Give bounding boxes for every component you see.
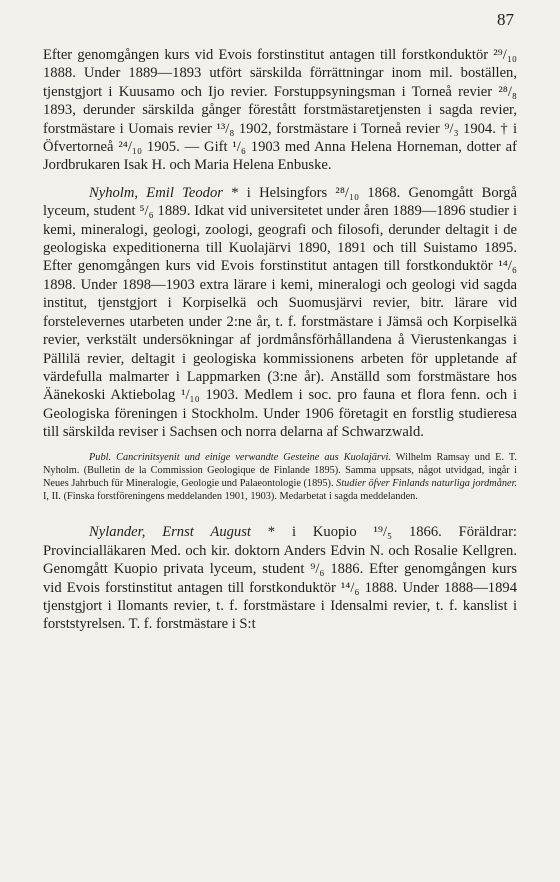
entry-nyholm (43, 184, 517, 442)
publication-details: Wilhelm Ramsay und E. T. Nyholm. (Bulletin de la Commission Geologique de Finlande 1895). Samma uppsats, något utvidgad, ingår i Neues Jahrbuch für Mineralogie, Geologie und Palaeontologie (1895). (43, 451, 518, 489)
publications-label: Publ. (89, 451, 112, 463)
entry-nylander (43, 523, 517, 633)
entry-name: Nyholm, Emil Teodor (89, 184, 223, 201)
publication-title: Studier öfver Finlands naturliga jordmåner. (336, 477, 518, 489)
publications-nyholm (43, 451, 517, 504)
entry-continuation: Efter genomgången kurs vid Evois forstinstitut antagen till forstkonduktör ²⁹/₁₀ 1888. Under 1889—1893 utfört särskilda förrättningar inom mil. boställen, tjenstgjort i Kuusamo och Ijo revier. Forstuppsyningsman i Torneå revier ²⁸/₈ 1893, derunder särskilda gånger förestått forstmästaretjensten i sagda revier, forstmästare i Uomais revier ¹³/₈ 1902, forstmästare i Torneå revier ⁹/₃ 1904. † i Öfvertorneå ²⁴/₁₀ 1905. — Gift ¹/₆ 1903 med Anna Helena Horneman, dotter af Jordbrukaren Isak H. och Maria Helena Enbuske. (43, 47, 517, 174)
page-body (43, 46, 517, 634)
entry-body: * i Kuopio ¹⁹/₅ 1866. Föräldrar: Provincialläkaren Med. och kir. doktorn Anders Edvin N. och Rosalie Kellgren. Genomgått Kuopio privata lyceum, student ⁹/₆ 1886. Efter genomgången kurs vid Evois forstinstitut antagen till forstkonduktör ¹⁴/₆ 1888. Under 1888—1894 tjenstgjort i Ilomants revier, t. f. forstmästare i Idensalmi revier, t. f. kanslist i forststyrelsen. T. f. forstmästare i S:t (43, 524, 517, 633)
publication-details: I, II. (Finska forstföreningens meddelanden 1901, 1903). Medarbetat i sagda meddelanden. (43, 491, 418, 503)
page-number: 87 (497, 10, 514, 29)
entry-name: Nylander, Ernst August (89, 524, 251, 541)
publication-title: Cancrinitsyenit und einige verwandte Gesteine aus Kuolajärvi. (116, 451, 391, 463)
entry-body: * i Helsingfors ²⁸/₁₀ 1868. Genomgått Borgå lyceum, student ⁵/₆ 1889. Idkat vid universitetet under åren 1889—1896 studier i kemi, mineralogi, geologi, zoologi, geografi och filosofi, derunder deltagit i de geologiska expeditionerna till Kuolajärvi 1890, 1891 och till Suistamo 1895. Efter genomgången kurs vid Evois forstinstitut antagen till forstkonduktör ¹⁴/₆ 1898. Under 1898—1903 extra lärare i kemi, mineralogi och geologi vid sagda institut, tjenstgjort i Korpiselkä och Suomusjärvi revier, bitr. lärare vid forstelevernes utarbeten under 2:ne år, t. f. forstmästare i Jämsä och Korpiselkä revier, verkstält undersökningar af jordmånsförhållandena å Vierustenkangas i Pällilä revier, deltagit i geologiska kommissionens arbeten för uppletande af värdefulla malmarter i Lappmarken (3:ne år). Anställd som forstmästare hos Äänekoski Aktiebolag ¹/₁₀ 1903. Medlem i soc. pro fauna et flora fenn. och i Geologiska föreningen i Stockholm. Under 1906 företagit en forstlig studieresa till särskilda reviser i Sachsen och norra delarna af Schwarzwald. (43, 184, 517, 441)
